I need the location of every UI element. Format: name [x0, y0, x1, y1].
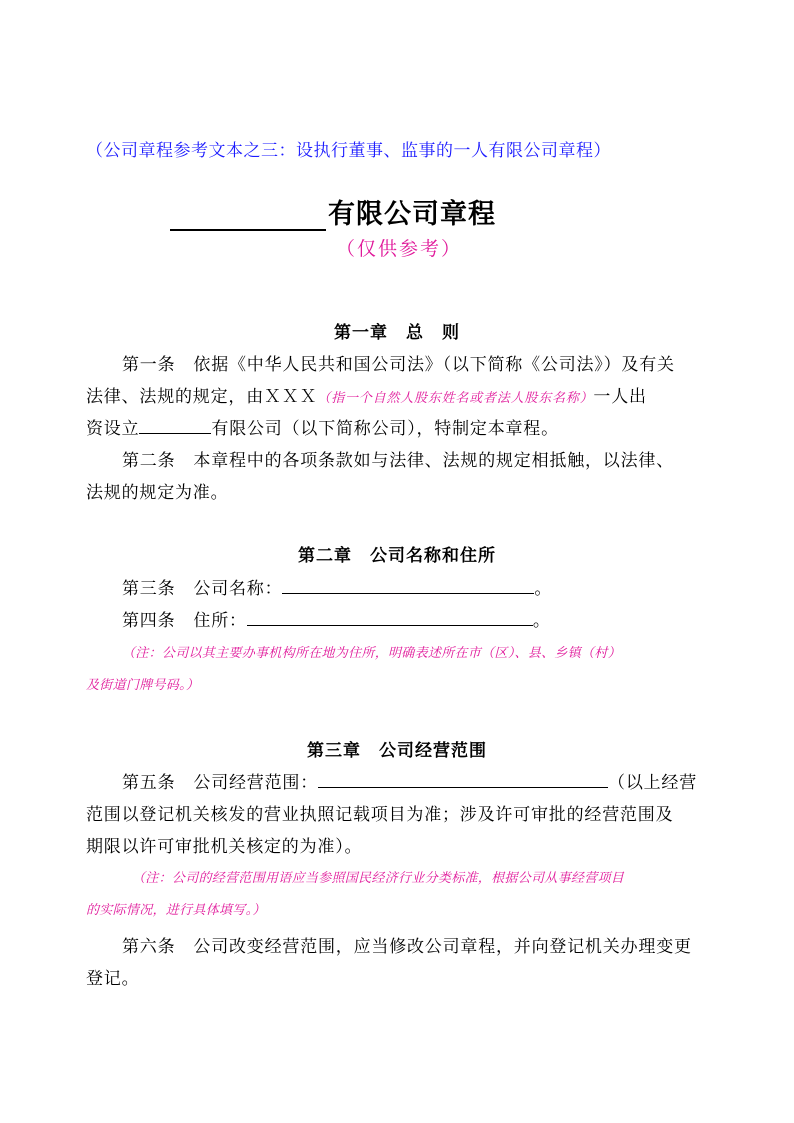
article-2-line-1: 第二条 本章程中的各项条款如与法律、法规的规定相抵触，以法律、 — [122, 451, 675, 471]
article-1-line-1: 第一条 依据《中华人民共和国公司法》（以下简称《公司法》）及有关 — [122, 355, 675, 375]
article-1-line-3: 资设立 有限公司（以下简称公司），特制定本章程。 — [86, 419, 559, 439]
company-name-field — [282, 577, 534, 594]
chapter-1-heading: 第一章 总 则 — [334, 323, 460, 343]
title-text: 有限公司章程 — [328, 199, 496, 230]
chapter-3-note-line-2: 的实际情况，进行具体填写。） — [86, 903, 266, 918]
address-field — [247, 609, 533, 626]
article-5-line-1: 第五条 公司经营范围： （以上经营 — [122, 773, 698, 793]
article-3: 第三条 公司名称： 。 — [122, 579, 553, 599]
chapter-2-note-line-2: 及街道门牌号码。） — [86, 678, 200, 693]
article-6-line-2: 登记。 — [86, 969, 140, 989]
article-4-label: 第四条 — [122, 611, 176, 631]
article-1-line-2: 法律、法规的规定，由ＸＸＸ（指一个自然人股东姓名或者法人股东名称）一人出 — [86, 387, 647, 407]
article-2-line-2: 法规的规定为准。 — [86, 483, 229, 503]
article-4: 第四条 住所： 。 — [122, 611, 551, 631]
company-name-blank — [170, 203, 326, 231]
article-1-note: （指一个自然人股东姓名或者法人股东名称） — [317, 391, 594, 406]
article-6-line-1: 第六条 公司改变经营范围，应当修改公司章程，并向登记机关办理变更 — [122, 937, 692, 957]
company-name-blank-2 — [139, 417, 211, 434]
article-5-line-2: 范围以登记机关核发的营业执照记载项目为准；涉及许可审批的经营范围及 — [86, 805, 674, 825]
for-reference-label: （仅供参考） — [336, 238, 463, 260]
article-5-label: 第五条 — [122, 773, 176, 793]
chapter-3-note-line-1: （注：公司的经营范围用语应当参照国民经济行业分类标准，根据公司从事经营项目 — [132, 871, 625, 886]
business-scope-field — [318, 771, 608, 788]
chapter-3-heading: 第三章 公司经营范围 — [307, 741, 487, 761]
article-1-label: 第一条 — [122, 355, 176, 375]
article-5-line-3: 期限以许可审批机关核定的为准）。 — [86, 837, 363, 857]
chapter-2-heading: 第二章 公司名称和住所 — [298, 546, 496, 566]
article-3-label: 第三条 — [122, 579, 176, 599]
reference-text: （公司章程参考文本之三：设执行董事、监事的一人有限公司章程） — [86, 141, 611, 161]
article-6-label: 第六条 — [122, 937, 176, 957]
chapter-2-note-line-1: （注：公司以其主要办事机构所在地为住所，明确表述所在市（区）、县、乡镇（村） — [122, 646, 621, 661]
article-2-label: 第二条 — [122, 451, 176, 471]
document-title — [170, 192, 496, 231]
